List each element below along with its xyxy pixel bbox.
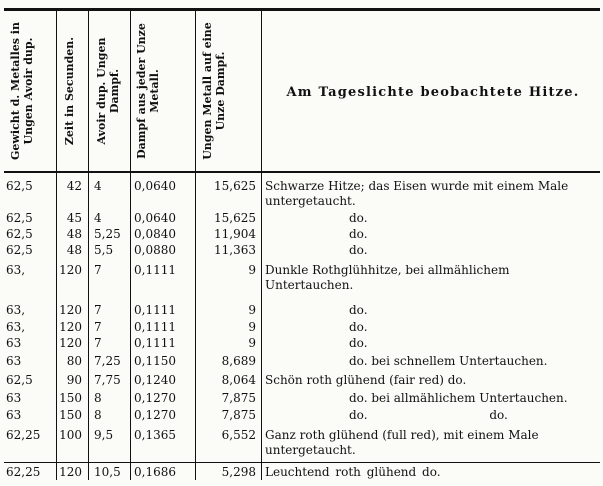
cell-steam: 0,1270 — [134, 391, 176, 405]
cell-weight: 62,25 — [6, 428, 41, 442]
cell-steam: 0,1365 — [134, 428, 176, 442]
cell-desc: Leuchtend roth glühend do. — [265, 465, 441, 479]
cell-time: 120 — [59, 320, 82, 334]
cell-desc: do. — [349, 336, 368, 350]
cell-weight: 63 — [6, 391, 22, 405]
cell-weight: 62,25 — [6, 465, 41, 479]
header-observed: Am Tageslichte beobachtete Hitze. — [286, 85, 580, 100]
cell-avoir: 4 — [94, 179, 102, 193]
cell-steam: 0,1150 — [134, 354, 176, 368]
cell-metal: 9 — [248, 336, 256, 350]
table-row — [0, 243, 603, 263]
cell-metal: 9 — [248, 303, 256, 317]
header-weight: Gewicht d. Metalles in Ungen Avoir dup. — [9, 22, 35, 160]
cell-desc: Schön roth glühend (fair red) do. — [265, 373, 467, 387]
cell-avoir: 7 — [94, 263, 102, 277]
table-row — [0, 179, 603, 208]
header-bottom-rule — [4, 171, 600, 173]
cell-avoir: 7 — [94, 303, 102, 317]
cell-weight: 62,5 — [6, 373, 33, 387]
cell-desc: do. bei schnellem Untertauchen. — [349, 354, 548, 368]
cell-metal: 11,363 — [214, 243, 256, 257]
cell-time: 90 — [66, 373, 82, 387]
cell-desc: do. — [349, 303, 368, 317]
cell-avoir: 7 — [94, 320, 102, 334]
table-row — [0, 408, 603, 428]
cell-steam: 0,0880 — [134, 243, 176, 257]
cell-metal: 9 — [248, 320, 256, 334]
cell-weight: 62,5 — [6, 211, 33, 225]
cell-time: 45 — [66, 211, 82, 225]
cell-desc: do. — [349, 227, 368, 241]
cell-time: 120 — [59, 336, 82, 350]
cell-weight: 63, — [6, 320, 26, 334]
cell-desc: do. bei allmählichem Untertauchen. — [349, 391, 568, 405]
cell-time: 100 — [59, 428, 82, 442]
cell-weight: 62,5 — [6, 179, 33, 193]
cell-weight: 63, — [6, 303, 26, 317]
cell-steam: 0,0640 — [134, 179, 176, 193]
cell-steam: 0,1111 — [134, 303, 176, 317]
before-last-row-rule — [4, 462, 600, 463]
cell-metal: 15,625 — [214, 211, 256, 225]
table-row — [0, 354, 603, 374]
table-row — [0, 465, 603, 485]
header-metal-per-steam: Ungen Metall auf eine Unze Dampf. — [201, 22, 227, 160]
cell-time: 120 — [59, 263, 82, 277]
cell-desc: Schwarze Hitze; das Eisen wurde mit einem Male untergetaucht. — [265, 179, 569, 208]
header-steam-per-metal: Dampf aus jeder Unze Metall. — [135, 23, 161, 159]
table-row — [0, 428, 603, 457]
header-avoir: Avoir dup. Ungen Dampf. — [95, 37, 121, 145]
cell-time: 80 — [66, 354, 82, 368]
cell-metal: 7,875 — [221, 408, 256, 422]
table-row — [0, 336, 603, 356]
cell-weight: 63 — [6, 336, 22, 350]
cell-metal: 7,875 — [221, 391, 256, 405]
cell-desc: Ganz roth glühend (full red), mit einem Male untergetaucht. — [265, 428, 539, 457]
cell-metal: 8,064 — [221, 373, 256, 387]
cell-avoir: 8 — [94, 408, 102, 422]
cell-steam: 0,0840 — [134, 227, 176, 241]
cell-time: 120 — [59, 303, 82, 317]
cell-avoir: 10,5 — [94, 465, 121, 479]
cell-steam: 0,1240 — [134, 373, 176, 387]
cell-desc: Dunkle Rothglühhitze, bei allmählichem Untertauchen. — [265, 263, 510, 292]
cell-metal: 8,689 — [221, 354, 256, 368]
cell-time: 48 — [66, 227, 82, 241]
cell-desc: do. do. — [349, 408, 508, 422]
cell-avoir: 5,5 — [94, 243, 114, 257]
cell-desc: do. — [349, 211, 368, 225]
cell-time: 120 — [59, 465, 82, 479]
header-time: Zeit in Secunden. — [63, 36, 76, 146]
cell-steam: 0,1686 — [134, 465, 176, 479]
cell-steam: 0,1111 — [134, 263, 176, 277]
cell-metal: 9 — [248, 263, 256, 277]
cell-weight: 63 — [6, 408, 22, 422]
cell-avoir: 8 — [94, 391, 102, 405]
cell-time: 150 — [59, 391, 82, 405]
cell-desc: do. — [349, 320, 368, 334]
cell-avoir: 5,25 — [94, 227, 121, 241]
cell-weight: 62,5 — [6, 227, 33, 241]
cell-weight: 63, — [6, 263, 26, 277]
cell-avoir: 7,75 — [94, 373, 121, 387]
cell-avoir: 7,25 — [94, 354, 121, 368]
cell-avoir: 7 — [94, 336, 102, 350]
top-rule — [4, 8, 600, 11]
cell-avoir: 4 — [94, 211, 102, 225]
cell-metal: 15,625 — [214, 179, 256, 193]
cell-avoir: 9,5 — [94, 428, 114, 442]
cell-desc: do. — [349, 243, 368, 257]
cell-metal: 6,552 — [221, 428, 256, 442]
cell-steam: 0,1111 — [134, 336, 176, 350]
cell-metal: 11,904 — [214, 227, 256, 241]
cell-weight: 63 — [6, 354, 22, 368]
table-row — [0, 373, 603, 393]
cell-steam: 0,1111 — [134, 320, 176, 334]
cell-steam: 0,1270 — [134, 408, 176, 422]
cell-time: 150 — [59, 408, 82, 422]
cell-weight: 62,5 — [6, 243, 33, 257]
cell-metal: 5,298 — [221, 465, 256, 479]
cell-steam: 0,0640 — [134, 211, 176, 225]
cell-time: 42 — [66, 179, 82, 193]
table-row — [0, 263, 603, 292]
cell-time: 48 — [66, 243, 82, 257]
